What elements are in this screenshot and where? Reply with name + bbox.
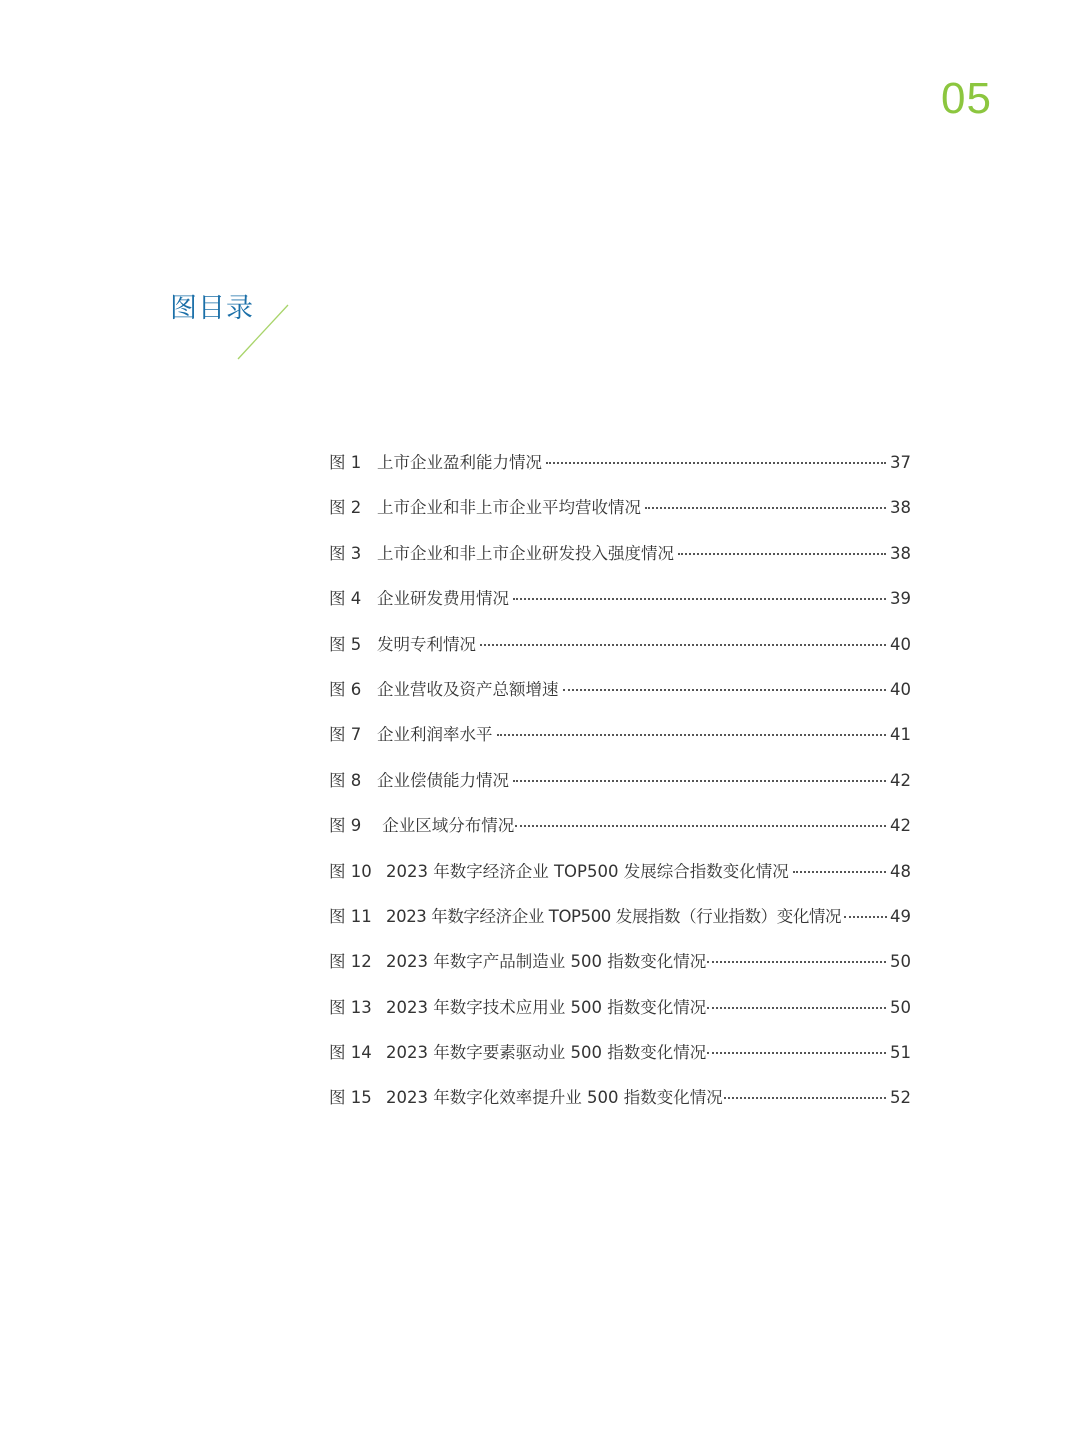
dot-leader [563, 689, 887, 691]
dot-leader [515, 825, 886, 827]
figure-title: 2023 年数字化效率提升业 500 指数变化情况 [386, 1088, 723, 1108]
toc-row[interactable] [329, 1039, 911, 1084]
dot-leader [497, 734, 887, 736]
figure-title: 上市企业和非上市企业研发投入强度情况 [377, 543, 674, 563]
toc-row[interactable] [329, 676, 911, 721]
toc-row[interactable] [329, 948, 911, 993]
figure-title: 2023 年数字要素驱动业 500 指数变化情况 [386, 1043, 707, 1063]
figure-list [329, 449, 911, 1130]
dot-leader [480, 644, 886, 646]
title-decoration-line [236, 304, 290, 360]
dot-leader [513, 780, 886, 782]
figure-label: 图 11 [329, 906, 372, 926]
figure-label: 图 15 [329, 1088, 372, 1108]
toc-row[interactable] [329, 449, 911, 494]
figure-label: 图 2 [329, 498, 362, 518]
figure-label: 图 3 [329, 543, 362, 563]
toc-row[interactable] [329, 540, 911, 585]
figure-label: 图 8 [329, 770, 362, 790]
page-ref: 38 [890, 543, 911, 563]
page-ref: 40 [890, 679, 911, 699]
dot-leader [707, 961, 886, 963]
figure-label: 图 5 [329, 634, 362, 654]
figure-title: 发明专利情况 [377, 634, 476, 654]
toc-row[interactable] [329, 994, 911, 1039]
dot-leader [513, 598, 886, 600]
page-ref: 49 [890, 906, 911, 926]
dot-leader [724, 1097, 886, 1099]
figure-label: 图 10 [329, 861, 372, 881]
toc-row[interactable] [329, 858, 911, 903]
page-ref: 50 [890, 997, 911, 1017]
toc-row[interactable] [329, 721, 911, 766]
section-title: 图目录 [170, 293, 254, 324]
page-ref: 42 [890, 770, 911, 790]
toc-row[interactable] [329, 812, 911, 857]
page-ref: 41 [890, 725, 911, 745]
figure-label: 图 12 [329, 952, 372, 972]
page-ref: 38 [890, 498, 911, 518]
figure-title: 企业研发费用情况 [377, 589, 509, 609]
figure-title: 2023 年数字经济企业 TOP500 发展综合指数变化情况 [386, 861, 789, 881]
page-ref: 42 [890, 816, 911, 836]
dot-leader [707, 1007, 886, 1009]
toc-row[interactable] [329, 494, 911, 539]
figure-title: 企业利润率水平 [377, 725, 493, 745]
page-number: 05 [941, 74, 992, 123]
page-ref: 37 [890, 453, 911, 472]
figure-title: 企业区域分布情况 [377, 816, 515, 836]
dot-leader [707, 1052, 886, 1054]
figure-title: 企业营收及资产总额增速 [377, 679, 559, 699]
figure-label: 图 6 [329, 679, 362, 699]
toc-row[interactable] [329, 1084, 911, 1129]
figure-label: 图 1 [329, 453, 362, 472]
figure-label: 图 4 [329, 589, 362, 609]
figure-title: 上市企业盈利能力情况 [377, 453, 542, 472]
toc-row[interactable] [329, 585, 911, 630]
figure-label: 图 7 [329, 725, 362, 745]
dot-leader [678, 553, 886, 555]
figure-label: 图 14 [329, 1043, 372, 1063]
toc-row[interactable] [329, 767, 911, 812]
figure-label: 图 13 [329, 997, 372, 1017]
page-ref: 51 [890, 1043, 911, 1063]
page-ref: 48 [890, 861, 911, 881]
toc-row[interactable] [329, 631, 911, 676]
page-ref: 50 [890, 952, 911, 972]
page-ref: 52 [890, 1088, 911, 1108]
figure-title: 企业偿债能力情况 [377, 770, 509, 790]
dot-leader [546, 462, 886, 464]
figure-title: 2023 年数字产品制造业 500 指数变化情况 [386, 952, 707, 972]
figure-title: 2023 年数字技术应用业 500 指数变化情况 [386, 997, 707, 1017]
dot-leader [793, 871, 886, 873]
page-ref: 39 [890, 589, 911, 609]
figure-title: 上市企业和非上市企业平均营收情况 [377, 498, 641, 518]
page-ref: 40 [890, 634, 911, 654]
dot-leader [844, 916, 887, 918]
figure-title: 2023 年数字经济企业 TOP500 发展指数（行业指数）变化情况 [386, 906, 842, 926]
figure-label: 图 9 [329, 816, 362, 836]
toc-row[interactable] [329, 903, 911, 948]
dot-leader [645, 507, 886, 509]
